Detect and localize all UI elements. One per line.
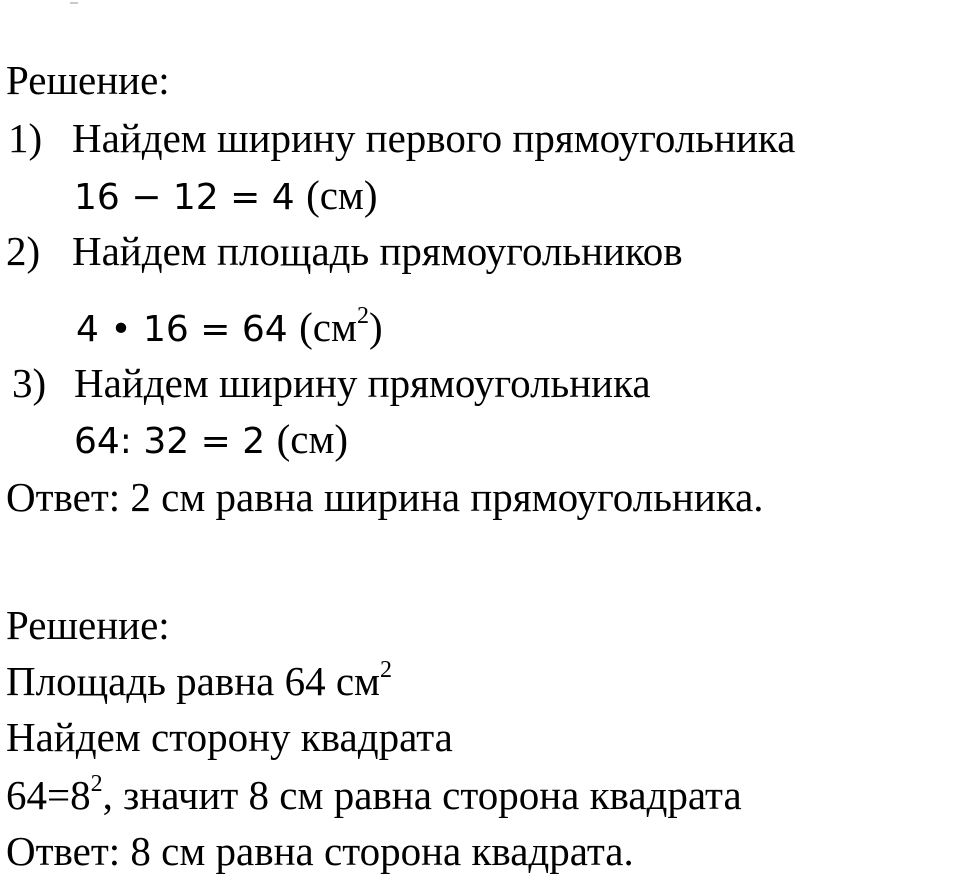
step-3-text: Найдем ширину прямоугольника: [74, 360, 651, 406]
equation-right: , значит 8 см равна сторона квадрата: [102, 772, 742, 818]
equation-left: 64=8: [6, 772, 91, 818]
area-line-text: Площадь равна 64 см: [6, 658, 380, 704]
area-line-power: 2: [380, 657, 392, 683]
step-3-calc-expression: 64: 32 = 2: [74, 421, 266, 462]
page: Решение: 1) Найдем ширину первого прямоугольника 16 − 12 = 4 (см) 2) Найдем площадь прямоугольников 4 • 16 = 64 $(см^2)$ 3) Найдем ширину прямоугольника 64: 32 = 2 (см) Ответ: 2 см равна ширина прямоугольника. Решение: Площадь равна 64 $см^2$ Найдем сторону квадрата $64=8^2$, значит 8 см равна сторона квадрата Ответ: 8 см равна сторона квадрата.: [0, 0, 960, 883]
step-1-calc-unit: (см): [306, 172, 378, 218]
equation-power: 2: [90, 771, 103, 797]
step-2-text: Найдем площадь прямоугольников: [72, 228, 683, 274]
step-3-calc-unit: (см): [276, 416, 349, 462]
step-3-number: 3): [12, 360, 47, 406]
step-2-calc-unit-power: 2: [356, 303, 369, 329]
step-1-number: 1): [8, 115, 43, 161]
step-1-text: Найдем ширину первого прямоугольника: [72, 115, 796, 161]
step-2-calc-unit-close: ): [368, 304, 383, 350]
step-2-calc-expression: 4 • 16 = 64: [76, 309, 288, 350]
step-2-number: 2): [6, 228, 41, 274]
step-2-calc-unit: (см: [299, 304, 357, 350]
step-1-calc-expression: 16 − 12 = 4: [74, 177, 295, 218]
scan-mark: [70, 2, 78, 4]
